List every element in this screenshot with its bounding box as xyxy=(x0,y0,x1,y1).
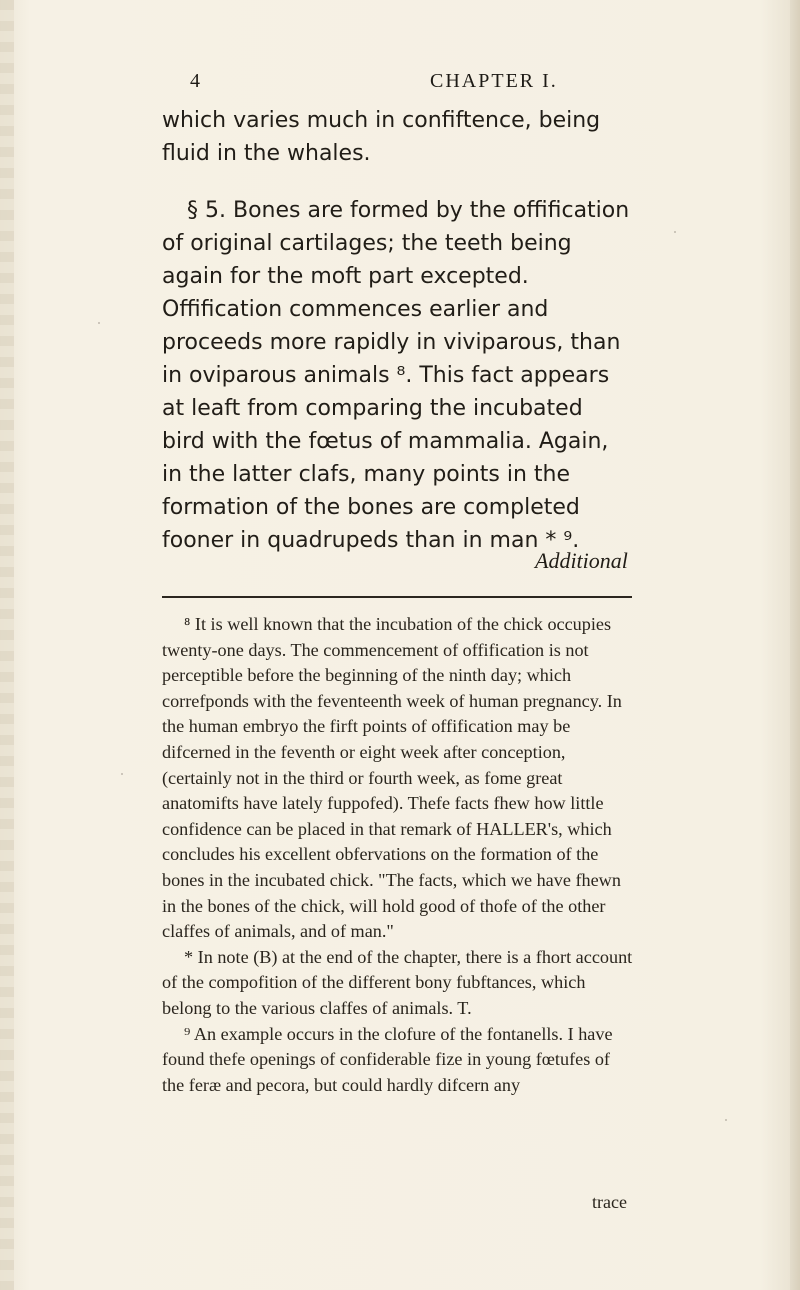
footnote-star: * In note (B) at the end of the chapter, there is a fhort account of the compofition of the different bony fubftances, which belong to the various claffes of animals. T. xyxy=(162,946,633,1018)
page-catchword: Additional xyxy=(535,548,628,573)
paragraph-1: which varies much in confiftence, being fluid in the whales. xyxy=(162,108,601,166)
paper-speck xyxy=(98,322,100,324)
running-head xyxy=(190,70,610,100)
paper-speck xyxy=(121,773,123,775)
binding-edge xyxy=(0,0,14,1290)
footnote-8: ⁸ It is well known that the incubation of the chick occupies twenty-one days. The commencement of offification is not perceptible before the beginning of the ninth day; which correfponds with the feventeenth week of human pregnancy. In the human embryo the firft points of offification may be difcerned in the feventh or eight week after conception, (certainly not in the third or fourth week, as fome great anatomifts have lately fuppofed). Thefe facts fhew how little confidence can be placed in that remark of HALLER's, which concludes his excellent obfervations on the formation of the bones in the incubated chick. "The facts, which we have fhewn in the bones of the chick, will hold good of thofe of the other claffes of animals, and of man." xyxy=(162,614,622,942)
footnotes xyxy=(162,612,636,1098)
page-number: 4 xyxy=(190,70,202,92)
footnote-9: ⁹ An example occurs in the clofure of the fontanells. I have found thefe openings of confiderable fize in young fœtufes of the feræ and pecora, but could hardly difcern any xyxy=(162,1023,613,1095)
main-text xyxy=(162,104,632,557)
paper-speck xyxy=(725,1119,727,1121)
footnote-catchword: trace xyxy=(592,1192,627,1212)
footnote-divider xyxy=(162,596,632,598)
paper-speck xyxy=(674,231,676,233)
paragraph-2: § 5. Bones are formed by the offification of original cartilages; the teeth being again for the moft part excepted. Offification commences earlier and proceeds more rapidly in viviparous, than in oviparous animals ⁸. This fact appears at leaft from comparing the incubated bird with the fœtus of mammalia. Again, in the latter clafs, many points in the formation of the bones are completed fooner in quadrupeds than in man * ⁹. xyxy=(162,198,630,553)
page-edge xyxy=(790,0,800,1290)
chapter-title: CHAPTER I. xyxy=(430,70,558,92)
